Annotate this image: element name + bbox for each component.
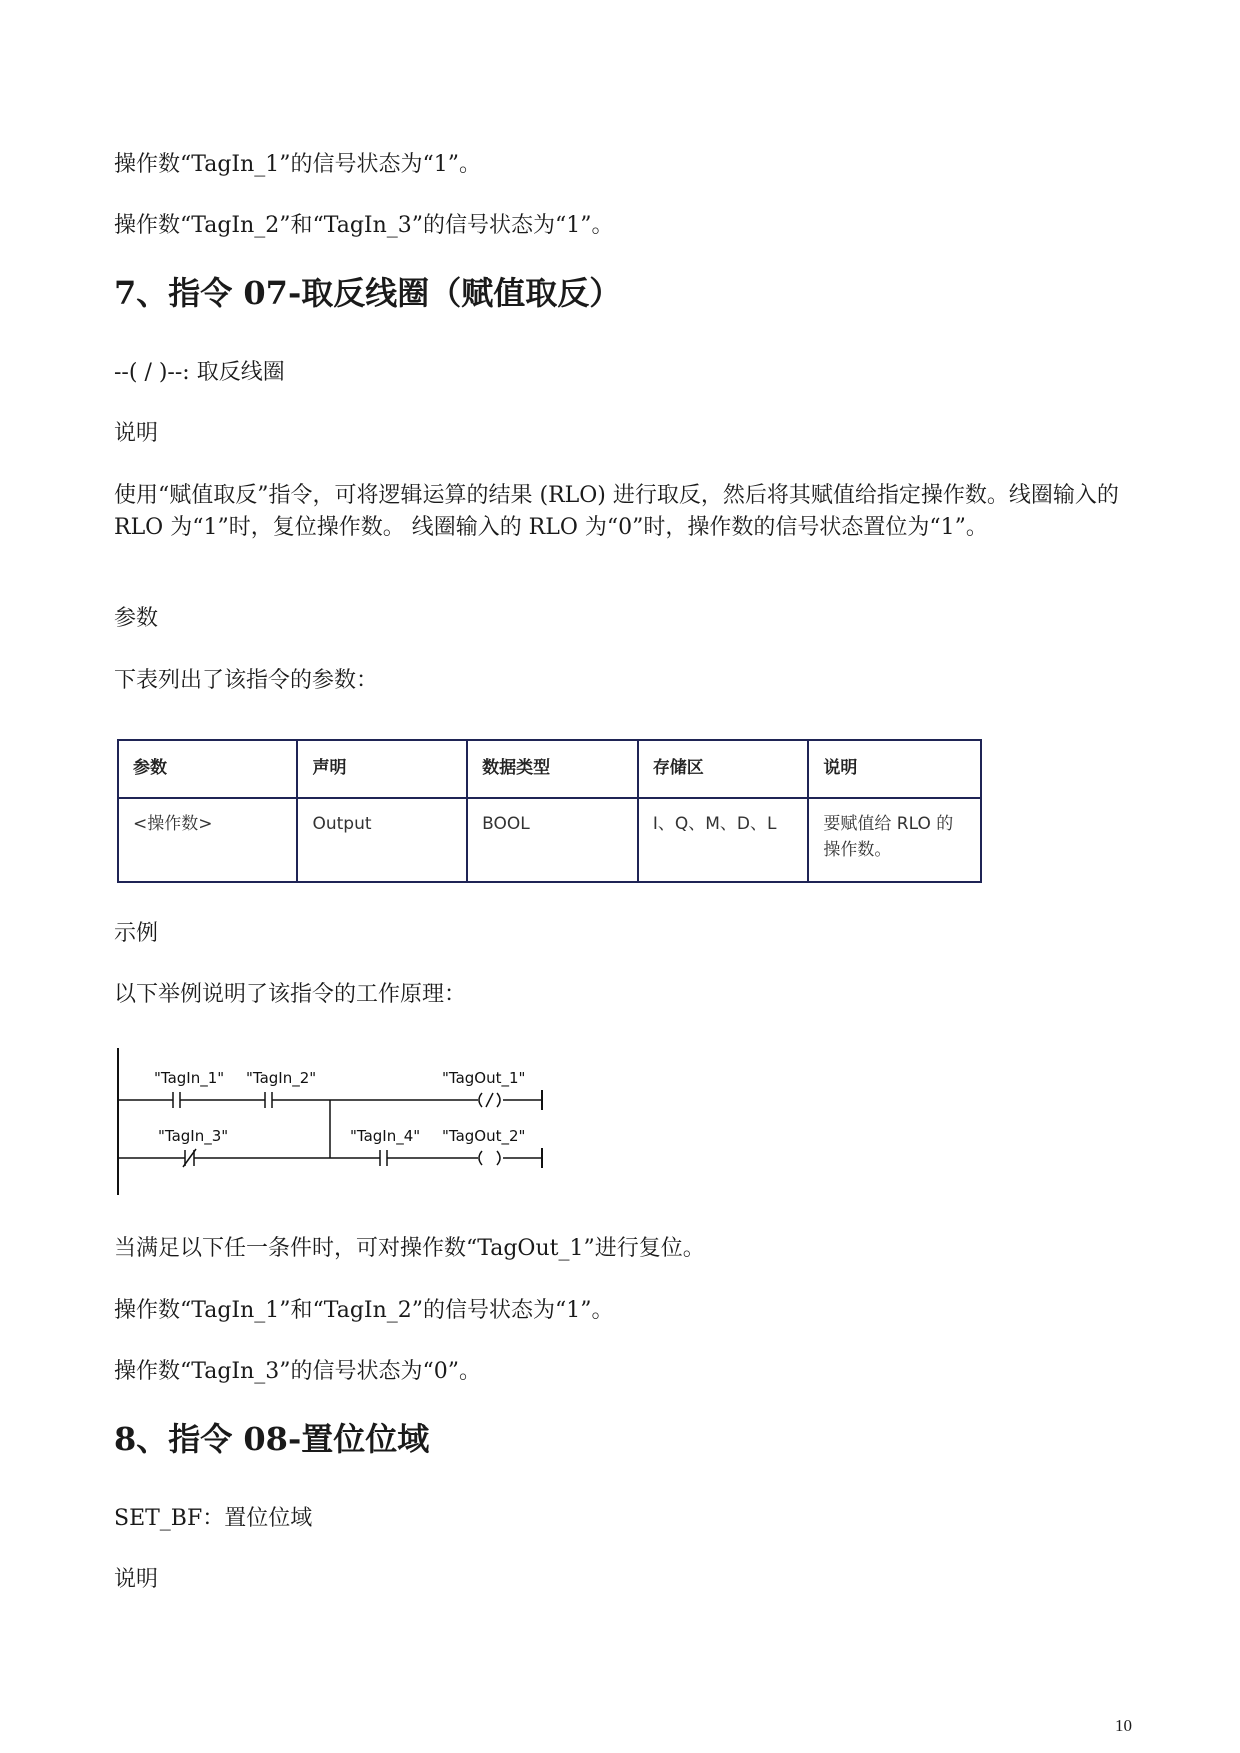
parameters-intro: 下表列出了该指令的参数： xyxy=(114,668,379,693)
description-label: 说明 xyxy=(114,421,159,446)
table-header-cell: 参数 xyxy=(118,740,297,798)
table-cell: I、Q、M、D、L xyxy=(638,798,809,882)
contact-no-tagin1-icon xyxy=(173,1092,180,1108)
label-tagout1: "TagOut_1" xyxy=(442,1069,526,1087)
table-cell: BOOL xyxy=(467,798,638,882)
table-header-cell: 存储区 xyxy=(638,740,809,798)
ladder-diagram xyxy=(110,1040,570,1200)
example-label: 示例 xyxy=(114,921,159,946)
paragraph-taginl-state: 操作数“TagIn_1”的信号状态为“1”。 xyxy=(114,152,482,177)
set-bf-symbol-line: SET_BF：置位位域 xyxy=(114,1506,313,1531)
condition-2: 操作数“TagIn_3”的信号状态为“0”。 xyxy=(114,1359,482,1384)
page-number: 10 xyxy=(1115,1716,1132,1735)
table-header-cell: 说明 xyxy=(808,740,981,798)
condition-1: 操作数“TagIn_1”和“TagIn_2”的信号状态为“1”。 xyxy=(114,1298,614,1323)
section-7-heading: 7、指令 07-取反线圈（赋值取反） xyxy=(114,274,622,312)
example-intro: 以下举例说明了该指令的工作原理： xyxy=(114,982,467,1007)
parameters-label: 参数 xyxy=(114,606,159,631)
contact-no-tagin4-icon xyxy=(380,1150,387,1166)
coil-icon xyxy=(479,1151,500,1165)
label-tagin1: "TagIn_1" xyxy=(154,1069,225,1087)
section-8-description-label: 说明 xyxy=(114,1567,159,1592)
label-tagin2: "TagIn_2" xyxy=(246,1069,317,1087)
label-tagin4: "TagIn_4" xyxy=(350,1127,421,1145)
parameters-table xyxy=(117,739,982,883)
table-row xyxy=(118,798,981,882)
paragraph-tagin2-tagin3-state: 操作数“TagIn_2”和“TagIn_3”的信号状态为“1”。 xyxy=(114,213,614,238)
table-cell: <操作数> xyxy=(118,798,297,882)
label-tagout2: "TagOut_2" xyxy=(442,1127,526,1145)
negated-coil-icon xyxy=(479,1093,500,1107)
table-cell: Output xyxy=(297,798,467,882)
table-header-row xyxy=(118,740,981,798)
table-header-cell: 数据类型 xyxy=(467,740,638,798)
contact-no-tagin2-icon xyxy=(265,1092,272,1108)
table-cell: 要赋值给 RLO 的操作数。 xyxy=(808,798,981,882)
result-intro: 当满足以下任一条件时，可对操作数“TagOut_1”进行复位。 xyxy=(114,1236,705,1261)
label-tagin3: "TagIn_3" xyxy=(158,1127,229,1145)
description-text: 使用“赋值取反”指令，可将逻辑运算的结果 (RLO) 进行取反，然后将其赋值给指定操作数。线圈输入的 RLO 为“1”时，复位操作数。 线圈输入的 RLO 为“0”时，操作数的信号状态置位为“1”。 xyxy=(114,483,1119,540)
section-8-heading: 8、指令 08-置位位域 xyxy=(114,1420,430,1458)
table-header-cell: 声明 xyxy=(297,740,467,798)
instruction-symbol-line: --( / )--: 取反线圈 xyxy=(114,360,285,385)
